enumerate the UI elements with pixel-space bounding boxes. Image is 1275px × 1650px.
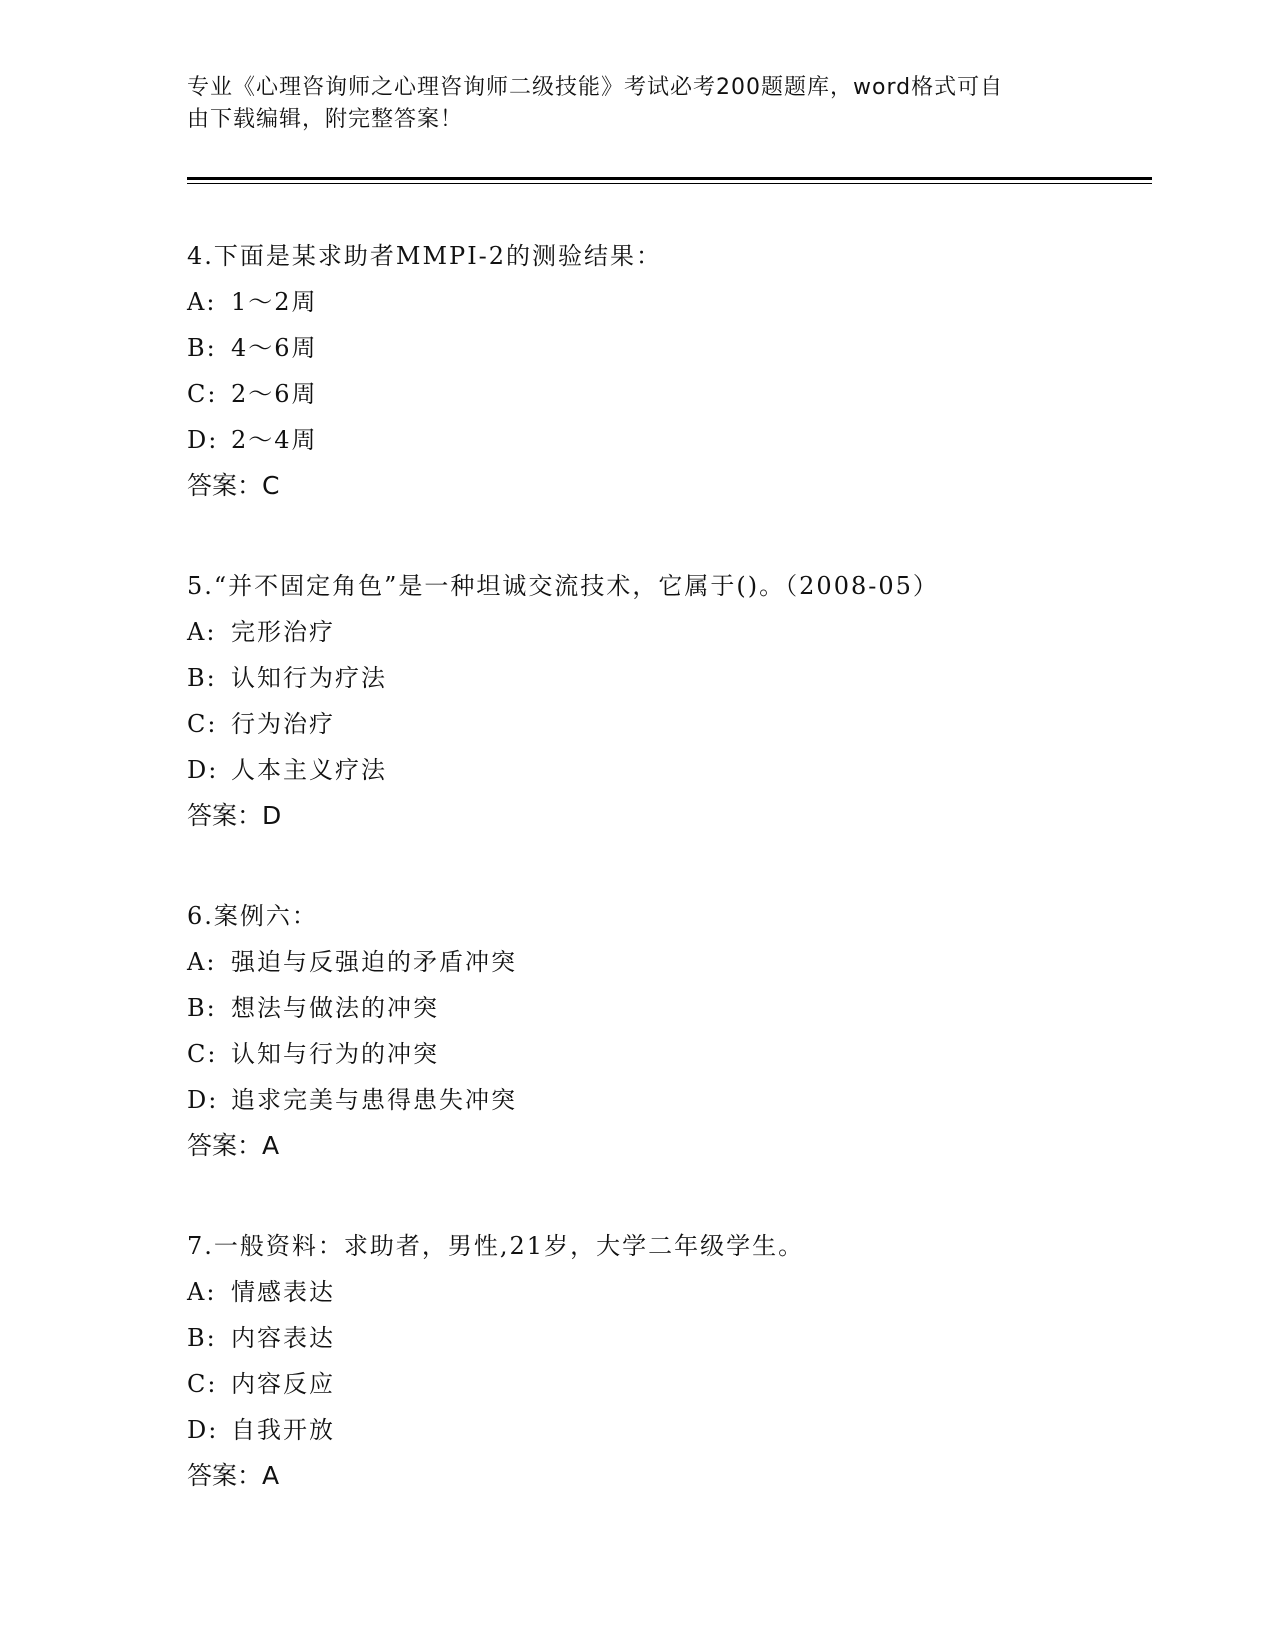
header-divider-thick <box>187 177 1152 180</box>
option-text: 认知与行为的冲突 <box>231 1040 439 1068</box>
option-letter: B: <box>187 334 217 362</box>
option-text: 想法与做法的冲突 <box>231 994 439 1022</box>
option-letter: D: <box>187 756 219 784</box>
option-b <box>187 1315 1147 1361</box>
answer-line: 答案：D <box>187 801 282 830</box>
question-stem: 5.“并不固定角色”是一种坦诚交流技术，它属于()。（2008-05） <box>187 572 939 600</box>
option-text: 人本主义疗法 <box>231 756 387 784</box>
option-d <box>187 1407 1147 1453</box>
question-stem: 6.案例六： <box>187 902 318 930</box>
option-letter: C: <box>187 1040 218 1068</box>
option-letter: D: <box>187 1416 219 1444</box>
question-6 <box>187 893 1147 1169</box>
option-letter: C: <box>187 1370 218 1398</box>
option-text: 认知行为疗法 <box>231 664 387 692</box>
option-c <box>187 701 1147 747</box>
option-letter: A: <box>187 618 217 646</box>
option-c <box>187 1361 1147 1407</box>
question-5 <box>187 563 1147 839</box>
header-line-2: 由下载编辑，附完整答案！ <box>187 107 464 132</box>
option-a <box>187 279 1147 325</box>
option-c <box>187 371 1147 417</box>
option-text: 1～2周 <box>231 288 318 316</box>
option-text: 情感表达 <box>231 1278 335 1306</box>
option-letter: D: <box>187 426 219 454</box>
option-d <box>187 747 1147 793</box>
question-stem: 7.一般资料：求助者，男性,21岁，大学二年级学生。 <box>187 1232 805 1260</box>
option-letter: B: <box>187 994 217 1022</box>
option-text: 追求完美与患得患失冲突 <box>231 1086 517 1114</box>
question-list <box>187 233 1147 1553</box>
option-text: 自我开放 <box>231 1416 335 1444</box>
option-a <box>187 609 1147 655</box>
option-d <box>187 1077 1147 1123</box>
option-a <box>187 1269 1147 1315</box>
option-letter: A: <box>187 288 217 316</box>
option-text: 完形治疗 <box>231 618 335 646</box>
option-letter: B: <box>187 1324 217 1352</box>
option-letter: C: <box>187 380 218 408</box>
answer-line: 答案：C <box>187 471 280 500</box>
document-header <box>187 72 1067 136</box>
answer-line: 答案：A <box>187 1461 280 1490</box>
option-text: 2～4周 <box>231 426 318 454</box>
question-4 <box>187 233 1147 509</box>
option-letter: A: <box>187 948 217 976</box>
option-b <box>187 655 1147 701</box>
option-b <box>187 325 1147 371</box>
header-line-1: 专业《心理咨询师之心理咨询师二级技能》考试必考200题题库，word格式可自 <box>187 75 1004 100</box>
option-text: 内容表达 <box>231 1324 335 1352</box>
question-7 <box>187 1223 1147 1499</box>
option-a <box>187 939 1147 985</box>
answer-line: 答案：A <box>187 1131 280 1160</box>
option-b <box>187 985 1147 1031</box>
option-d <box>187 417 1147 463</box>
option-letter: B: <box>187 664 217 692</box>
option-text: 内容反应 <box>231 1370 335 1398</box>
option-letter: C: <box>187 710 218 738</box>
header-divider-thin <box>187 183 1152 184</box>
question-stem: 4.下面是某求助者MMPI-2的测验结果： <box>187 242 663 270</box>
option-text: 2～6周 <box>231 380 318 408</box>
option-c <box>187 1031 1147 1077</box>
option-letter: D: <box>187 1086 219 1114</box>
option-text: 4～6周 <box>231 334 318 362</box>
option-text: 强迫与反强迫的矛盾冲突 <box>231 948 517 976</box>
option-letter: A: <box>187 1278 217 1306</box>
option-text: 行为治疗 <box>231 710 335 738</box>
